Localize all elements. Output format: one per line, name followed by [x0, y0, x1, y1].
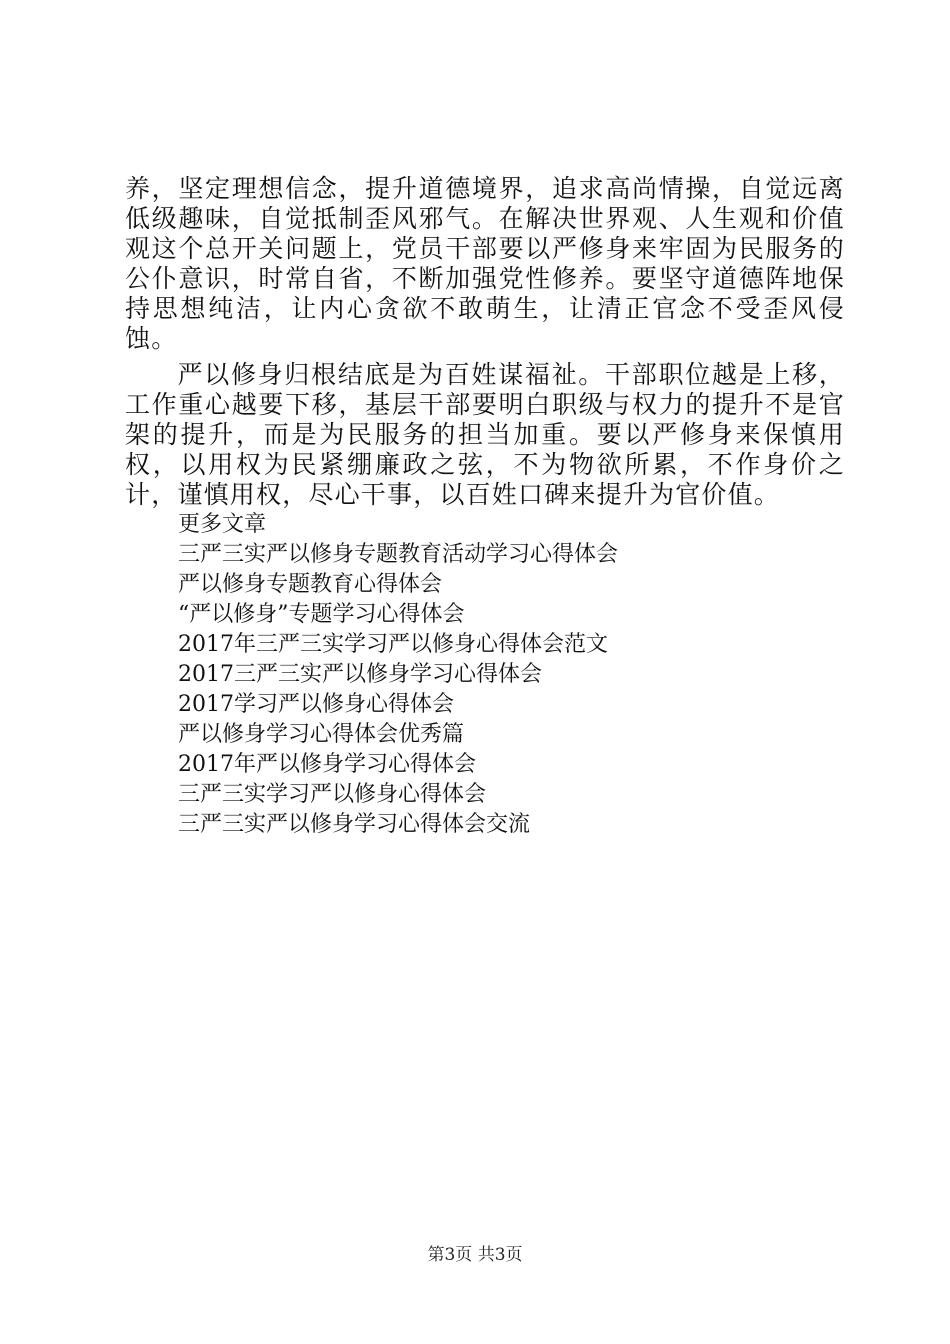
more-articles-heading: 更多文章 — [178, 512, 267, 537]
article-link-9[interactable]: 三严三实学习严以修身心得体会 — [178, 782, 487, 807]
article-link-7[interactable]: 严以修身学习心得体会优秀篇 — [178, 722, 465, 747]
article-link-6[interactable]: 2017学习严以修身心得体会 — [178, 692, 454, 717]
more-articles-list — [178, 510, 618, 840]
body-paragraph-2-text: 严以修身归根结底是为百姓谋福祉。干部职位越是上移，工作重心越要下移，基层干部要明白职级与权力的提升不是官架的提升，而是为民服务的担当加重。要以严修身来保慎用权，以用权为民紧绷廉政之弦，不为物欲所累，不作身价之计，谨慎用权，尽心干事，以百姓口碑来提升为官价值。 — [125, 360, 845, 509]
article-link-5[interactable]: 2017三严三实严以修身学习心得体会 — [178, 662, 542, 687]
article-link-4[interactable]: 2017年三严三实学习严以修身心得体会范文 — [178, 632, 608, 657]
article-link-1[interactable]: 三严三实严以修身专题教育活动学习心得体会 — [178, 542, 619, 567]
article-link-10[interactable]: 三严三实严以修身学习心得体会交流 — [178, 812, 531, 837]
article-link-2[interactable]: 严以修身专题教育心得体会 — [178, 572, 443, 597]
article-link-3[interactable]: “严以修身”专题学习心得体会 — [178, 602, 465, 627]
body-paragraph-1: 养，坚定理想信念，提升道德境界，追求高尚情操，自觉远离低级趣味，自觉抵制歪风邪气。在解决世界观、人生观和价值观这个总开关问题上，党员干部要以严修身来牢固为民服务的公仆意识，时常自省，不断加强党性修养。要坚守道德阵地保持思想纯洁，让内心贪欲不敢萌生，让清正官念不受歪风侵蚀。 — [125, 174, 845, 353]
page-footer: 第3页 共3页 — [427, 1245, 523, 1265]
article-link-8[interactable]: 2017年严以修身学习心得体会 — [178, 752, 476, 777]
body-paragraph-2 — [125, 360, 845, 510]
